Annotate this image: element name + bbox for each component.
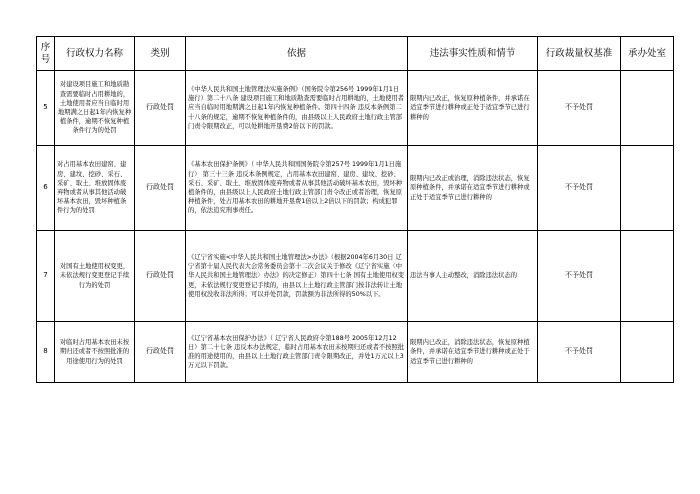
row-dept bbox=[621, 71, 674, 146]
row-dept bbox=[621, 322, 674, 383]
header-discretion: 行政裁量权基准 bbox=[538, 37, 621, 71]
header-seq: 序号 bbox=[37, 37, 55, 71]
row-dept bbox=[621, 231, 674, 322]
row-facts: 限期内已改正，恢复原种植条件，并承诺在适宜季节进行耕种或正处于适宜季节已进行耕种的 bbox=[408, 71, 538, 146]
row-facts: 限期内已改正，消除违法状态，恢复原种植条件，并承诺在适宜季节进行耕种或正处于适宜季节已进行耕种的 bbox=[408, 322, 538, 383]
penalty-table bbox=[36, 36, 674, 383]
row-seq: 6 bbox=[37, 146, 55, 231]
row-dept bbox=[621, 146, 674, 231]
table-row bbox=[37, 231, 674, 322]
row-category: 行政处罚 bbox=[135, 71, 186, 146]
header-dept: 承办处室 bbox=[621, 37, 674, 71]
header-category: 类别 bbox=[135, 37, 186, 71]
row-facts: 限期内已改正或治理，消除违法状态，恢复原种植条件，并承诺在适宜季节进行耕种或正处于适宜季节已进行耕种的 bbox=[408, 146, 538, 231]
table-row bbox=[37, 322, 674, 383]
row-seq: 8 bbox=[37, 322, 55, 383]
row-facts: 违法当事人主动整改，消除违法状态的 bbox=[408, 231, 538, 322]
row-seq: 5 bbox=[37, 71, 55, 146]
row-basis: 《辽宁省基本农田保护办法》（ 辽宁省人民政府令第188号 2005年12月12日）第二十七条 违反本办法规定，临时占用基本农田未按期归还或者不按照批准的用途使用的，由县以上土地行政主管部门责令限期改正，并处1万元以上3万元以下罚款。 bbox=[186, 322, 408, 383]
header-facts: 违法事实性质和情节 bbox=[408, 37, 538, 71]
header-row bbox=[37, 37, 674, 71]
table-row bbox=[37, 146, 674, 231]
row-seq: 7 bbox=[37, 231, 55, 322]
row-basis: 《基本农田保护条例》（ 中华人民共和国国务院令第257号 1999年1月1日施行） 第三十三条 违反本条例规定，占用基本农田建窑、建房、建坟、挖砂、采石、采矿、取土、堆放固体废弃物或者从事其他活动破坏基本农田，毁坏种植条件的，由县级以上人民政府土地行政主管部门责令改正或者治理，恢复原种植条件，处占用基本农田的耕地开垦费1倍以上2倍以下的罚款；构成犯罪的，依法追究刑事责任。 bbox=[186, 146, 408, 231]
row-category: 行政处罚 bbox=[135, 146, 186, 231]
row-basis: 《中华人民共和国土地管理法实施条例》（国务院令第256号 1999年1月1日施行）第二十八条 建设项目施工和地质勘查需要临时占用耕地的，土地使用者应当自临时用地期满之日起1年内恢复种植条件。第四十四条 违反本条例第二十八条的规定，逾期不恢复种植条件的，由县级以上人民政府土地行政主管部门责令限期改正，可以处耕地开垦费2倍以下的罚款。 bbox=[186, 71, 408, 146]
row-category: 行政处罚 bbox=[135, 322, 186, 383]
row-category: 行政处罚 bbox=[135, 231, 186, 322]
row-basis: 《辽宁省实施<中华人民共和国土地管理法>办法》（根据2004年6月30日 辽宁省第十届人民代表大会常务委员会第十二次会议关于修改《辽宁省实施〈中华人民共和国土地管理法〉办法》的决定修正）第四十七条 国有土地使用权变更，未依法规行变更登记手续的，由县以上土地行政主管部门按非法转让土地使用权没收非法所得；可以并处罚款，罚款额为非法所得的50%以下。 bbox=[186, 231, 408, 322]
header-basis: 依据 bbox=[186, 37, 408, 71]
row-discretion: 不予处罚 bbox=[538, 146, 621, 231]
row-discretion: 不予处罚 bbox=[538, 322, 621, 383]
row-name: 对建设项目施工和地质勘查需要临时占用耕地的，土地使用者应当自临时用地期满之日起1年内恢复种植条件，逾期不恢复种植条件行为的处罚 bbox=[55, 71, 135, 146]
row-name: 对临时占用基本农田未按期归还或者不按照批准的用途使用行为的处罚 bbox=[55, 322, 135, 383]
header-name: 行政权力名称 bbox=[55, 37, 135, 71]
row-discretion: 不予处罚 bbox=[538, 71, 621, 146]
row-name: 对国有土地使用权变更，未依法规行变更登记手续行为的处罚 bbox=[55, 231, 135, 322]
row-name: 对占用基本农田建窑、建房、建坟、挖砂、采石、采矿、取土、堆放固体废弃物或者从事其他活动破坏基本农田，毁坏种植条件行为的处罚 bbox=[55, 146, 135, 231]
row-discretion: 不予处罚 bbox=[538, 231, 621, 322]
table-row bbox=[37, 71, 674, 146]
